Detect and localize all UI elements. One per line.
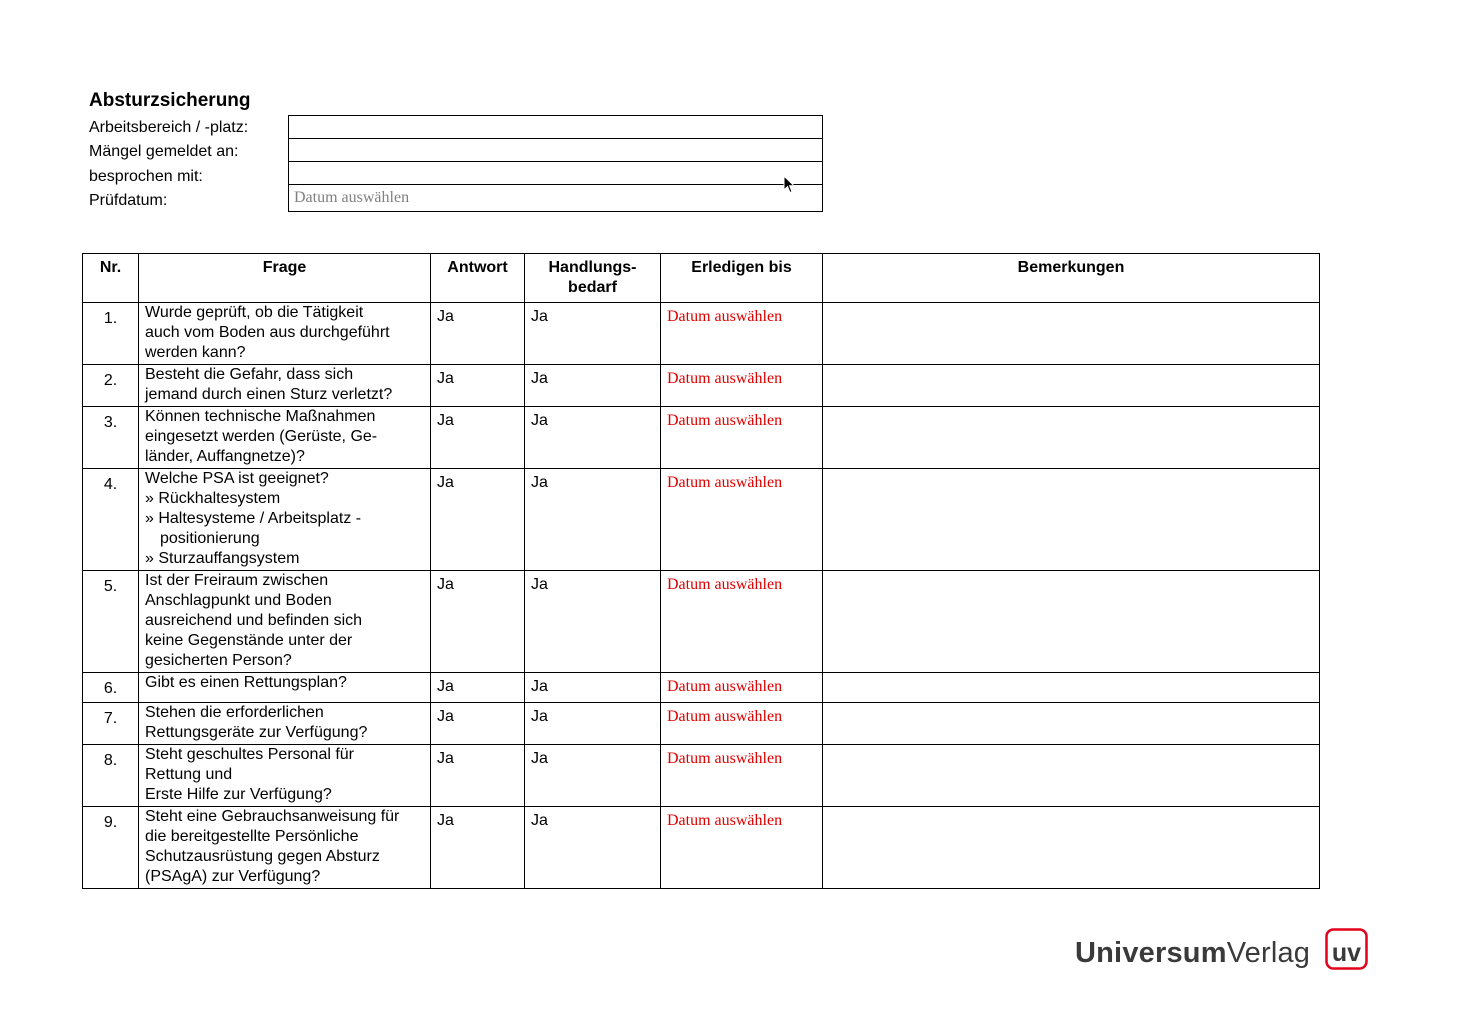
action-needed-dropdown[interactable]: Ja	[525, 365, 661, 407]
answer-dropdown[interactable]: Ja	[431, 469, 525, 571]
due-date-picker[interactable]: Datum auswählen	[661, 407, 823, 469]
defects-reported-label: Mängel gemeldet an:	[89, 143, 239, 160]
question-text: eingesetzt werden (Gerüste, Ge-	[145, 428, 378, 445]
question-text: Anschlagpunkt und Boden	[145, 592, 332, 609]
answer-dropdown[interactable]: Ja	[431, 303, 525, 365]
question-text: » Sturzauffangsystem	[145, 550, 300, 567]
remarks-field[interactable]	[823, 407, 1320, 469]
due-date-picker[interactable]: Datum auswählen	[661, 807, 823, 889]
question-text: auch vom Boden aus durchgeführt	[145, 324, 390, 341]
question-cell	[139, 365, 431, 407]
question-text: Schutzausrüstung gegen Absturz	[145, 848, 380, 865]
logo-word-regular: Verlag	[1226, 937, 1311, 969]
logo-wordmark	[1075, 937, 1310, 970]
action-needed-dropdown[interactable]: Ja	[525, 303, 661, 365]
question-text: die bereitgestellte Persönliche	[145, 828, 359, 845]
question-cell	[139, 673, 431, 703]
table-row	[83, 303, 1320, 365]
workplace-field[interactable]	[289, 116, 822, 139]
answer-dropdown[interactable]: Ja	[431, 745, 525, 807]
column-header-frage: Frage	[139, 254, 431, 303]
question-text: Wurde geprüft, ob die Tätigkeit	[145, 304, 364, 321]
question-cell	[139, 745, 431, 807]
question-cell	[139, 703, 431, 745]
column-header-antwort: Antwort	[431, 254, 525, 303]
question-text: » Haltesysteme / Arbeitsplatz -	[145, 510, 362, 527]
action-needed-dropdown[interactable]: Ja	[525, 745, 661, 807]
row-number: 3.	[83, 407, 139, 469]
page-title: Absturzsicherung	[89, 90, 251, 111]
column-header-bemerkungen: Bemerkungen	[823, 254, 1320, 303]
question-text: Besteht die Gefahr, dass sich	[145, 366, 354, 383]
question-text: Gibt es einen Rettungsplan?	[145, 674, 347, 691]
question-cell	[139, 407, 431, 469]
defects-reported-field[interactable]	[289, 139, 822, 162]
question-text: keine Gegenstände unter der	[145, 632, 353, 649]
row-number: 7.	[83, 703, 139, 745]
question-text: länder, Auffangnetze)?	[145, 448, 305, 465]
due-date-picker[interactable]: Datum auswählen	[661, 745, 823, 807]
column-header-handlungsbedarf: Handlungs- bedarf	[525, 254, 661, 303]
action-needed-dropdown[interactable]: Ja	[525, 571, 661, 673]
question-text: Rettung und	[145, 766, 233, 783]
action-needed-dropdown[interactable]: Ja	[525, 469, 661, 571]
question-text: Stehen die erforderlichen	[145, 704, 324, 721]
inspection-date-label: Prüfdatum:	[89, 192, 168, 209]
due-date-picker[interactable]: Datum auswählen	[661, 303, 823, 365]
due-date-picker[interactable]: Datum auswählen	[661, 469, 823, 571]
svg-text:uv: uv	[1331, 939, 1362, 967]
question-text: Steht eine Gebrauchsanweisung für	[145, 808, 400, 825]
table-row	[83, 407, 1320, 469]
remarks-field[interactable]	[823, 303, 1320, 365]
uv-logo-icon	[1325, 928, 1368, 970]
remarks-field[interactable]	[823, 703, 1320, 745]
question-cell	[139, 303, 431, 365]
answer-dropdown[interactable]: Ja	[431, 673, 525, 703]
question-text: Ist der Freiraum zwischen	[145, 572, 329, 589]
due-date-picker[interactable]: Datum auswählen	[661, 571, 823, 673]
question-text: Können technische Maßnahmen	[145, 408, 376, 425]
workplace-label: Arbeitsbereich / -platz:	[89, 119, 249, 136]
question-text: ausreichend und befinden sich	[145, 612, 363, 629]
discussed-with-label: besprochen mit:	[89, 168, 203, 185]
action-needed-dropdown[interactable]: Ja	[525, 407, 661, 469]
row-number: 1.	[83, 303, 139, 365]
question-text: (PSAgA) zur Verfügung?	[145, 868, 321, 885]
row-number: 6.	[83, 673, 139, 703]
question-text: gesicherten Person?	[145, 652, 292, 669]
remarks-field[interactable]	[823, 571, 1320, 673]
inspection-date-picker[interactable]	[289, 185, 822, 211]
answer-dropdown[interactable]: Ja	[431, 365, 525, 407]
question-text: Steht geschultes Personal für	[145, 746, 355, 763]
table-row	[83, 807, 1320, 889]
table-row	[83, 571, 1320, 673]
checklist-table	[82, 253, 1320, 889]
remarks-field[interactable]	[823, 365, 1320, 407]
logo-word-bold: Universum	[1075, 937, 1227, 969]
question-text: positionierung	[160, 530, 260, 547]
due-date-picker[interactable]: Datum auswählen	[661, 673, 823, 703]
question-text: » Rückhaltesystem	[145, 490, 281, 507]
date-placeholder[interactable]: Datum auswählen	[294, 189, 410, 206]
remarks-field[interactable]	[823, 673, 1320, 703]
table-row	[83, 469, 1320, 571]
due-date-picker[interactable]: Datum auswählen	[661, 365, 823, 407]
question-text: Rettungsgeräte zur Verfügung?	[145, 724, 368, 741]
discussed-with-field[interactable]	[289, 162, 822, 185]
row-number: 5.	[83, 571, 139, 673]
table-row	[83, 745, 1320, 807]
question-cell	[139, 807, 431, 889]
question-text: werden kann?	[145, 344, 246, 361]
row-number: 2.	[83, 365, 139, 407]
question-cell	[139, 469, 431, 571]
due-date-picker[interactable]: Datum auswählen	[661, 703, 823, 745]
question-text: Welche PSA ist geeignet?	[145, 470, 329, 487]
question-text: Erste Hilfe zur Verfügung?	[145, 786, 332, 803]
row-number: 9.	[83, 807, 139, 889]
table-row	[83, 673, 1320, 703]
action-needed-dropdown[interactable]: Ja	[525, 807, 661, 889]
table-row	[83, 703, 1320, 745]
row-number: 8.	[83, 745, 139, 807]
column-header-nr: Nr.	[83, 254, 139, 303]
action-needed-dropdown[interactable]: Ja	[525, 703, 661, 745]
column-header-erledigen-bis: Erledigen bis	[661, 254, 823, 303]
row-number: 4.	[83, 469, 139, 571]
action-needed-dropdown[interactable]: Ja	[525, 673, 661, 703]
remarks-field[interactable]	[823, 807, 1320, 889]
answer-dropdown[interactable]: Ja	[431, 407, 525, 469]
answer-dropdown[interactable]: Ja	[431, 807, 525, 889]
answer-dropdown[interactable]: Ja	[431, 703, 525, 745]
remarks-field[interactable]	[823, 745, 1320, 807]
remarks-field[interactable]	[823, 469, 1320, 571]
table-row	[83, 365, 1320, 407]
table-header-row	[83, 254, 1320, 303]
question-text: jemand durch einen Sturz verletzt?	[145, 386, 393, 403]
header-fields-box	[288, 115, 823, 212]
answer-dropdown[interactable]: Ja	[431, 571, 525, 673]
mouse-cursor-icon	[783, 175, 795, 194]
question-cell	[139, 571, 431, 673]
